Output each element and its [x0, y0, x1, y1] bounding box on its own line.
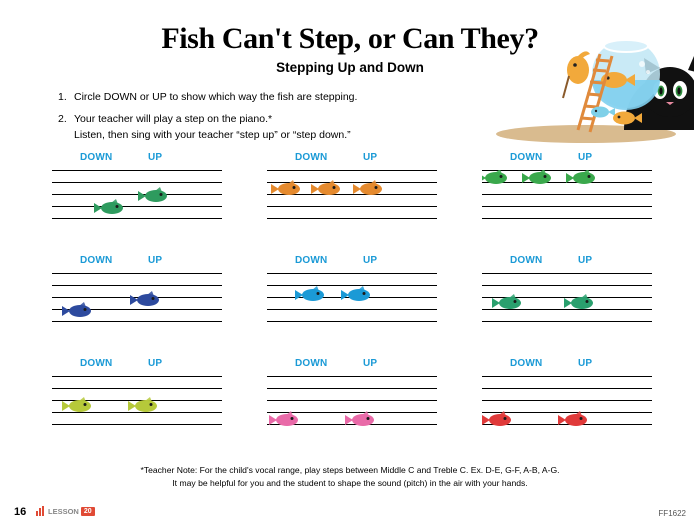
illustration-fishbowl-cat — [474, 18, 694, 143]
exercise-grid — [52, 152, 652, 452]
answer-options — [267, 152, 437, 168]
lesson-number: 20 — [81, 507, 95, 516]
fish-icon — [566, 170, 595, 184]
answer-options — [267, 255, 437, 271]
exercise-cell — [267, 152, 437, 234]
fish-layer — [267, 376, 437, 430]
page-title: Fish Can't Step, or Can They? — [161, 22, 539, 55]
fish-layer — [52, 273, 222, 327]
fish-layer — [52, 376, 222, 430]
fish-icon — [269, 411, 298, 426]
option-up[interactable]: UP — [578, 358, 593, 369]
page-footer — [0, 500, 700, 518]
teacher-note-line-2: It may be helpful for you and the student to shape the sound (pitch) in the air with your hands. — [172, 478, 528, 489]
fish-icon — [341, 286, 370, 301]
option-down[interactable]: DOWN — [510, 255, 543, 266]
option-down[interactable]: DOWN — [295, 358, 328, 369]
option-down[interactable]: DOWN — [80, 152, 113, 163]
option-down[interactable]: DOWN — [510, 152, 543, 163]
exercise-cell — [482, 358, 652, 440]
instruction-number: 1. — [58, 91, 67, 103]
answer-options — [52, 255, 222, 271]
instruction-main: Your teacher will play a step on the piano.* — [74, 113, 273, 126]
option-down[interactable]: DOWN — [295, 255, 328, 266]
exercise-cell — [482, 255, 652, 337]
fish-layer — [267, 170, 437, 224]
exercise-cell — [52, 358, 222, 440]
fish-icon — [128, 397, 157, 412]
fish-icon — [62, 302, 91, 317]
option-up[interactable]: UP — [363, 255, 378, 266]
product-code: FF1622 — [658, 509, 686, 518]
instruction-text — [74, 112, 478, 143]
teacher-note — [0, 464, 700, 490]
instructions-list — [58, 90, 478, 151]
fish-icon — [138, 187, 167, 202]
fish-icon — [564, 294, 593, 309]
option-down[interactable]: DOWN — [510, 358, 543, 369]
lesson-badge — [36, 505, 95, 517]
option-up[interactable]: UP — [148, 152, 163, 163]
instruction-text: Circle DOWN or UP to show which way the fish are stepping. — [74, 91, 358, 103]
instruction-number: 2. — [58, 113, 67, 126]
instruction-item — [58, 112, 478, 143]
answer-options — [52, 152, 222, 168]
exercise-cell — [267, 255, 437, 337]
exercise-cell — [52, 152, 222, 234]
fish-layer — [52, 170, 222, 224]
option-up[interactable]: UP — [148, 255, 163, 266]
fish-icon — [295, 286, 324, 301]
fish-icon — [522, 170, 551, 184]
fish-icon — [130, 291, 159, 306]
fish-icon — [353, 180, 382, 195]
page-number: 16 — [14, 506, 27, 518]
teacher-note-line-1: *Teacher Note: For the child's vocal range, play steps between Middle C and Treble C. Ex. D-E, G-F, A-B, A-G. — [140, 465, 560, 476]
option-up[interactable]: UP — [578, 255, 593, 266]
page-subtitle: Stepping Up and Down — [276, 60, 424, 75]
option-up[interactable]: UP — [148, 358, 163, 369]
fish-icon — [492, 294, 521, 309]
fish-icon — [482, 170, 507, 184]
answer-options — [267, 358, 437, 374]
fish-icon — [311, 180, 340, 195]
fish-icon — [482, 411, 511, 426]
exercise-cell — [52, 255, 222, 337]
instruction-sub: Listen, then sing with your teacher “step up” or “step down.” — [74, 129, 351, 142]
instruction-item — [58, 90, 478, 105]
exercise-cell — [482, 152, 652, 234]
option-up[interactable]: UP — [578, 152, 593, 163]
bars-icon — [36, 506, 45, 516]
option-down[interactable]: DOWN — [80, 358, 113, 369]
option-up[interactable]: UP — [363, 358, 378, 369]
fish-icon — [345, 411, 374, 426]
lesson-label: LESSON — [48, 506, 79, 516]
option-up[interactable]: UP — [363, 152, 378, 163]
answer-options — [52, 358, 222, 374]
option-down[interactable]: DOWN — [80, 255, 113, 266]
fish-layer — [267, 273, 437, 327]
answer-options — [482, 255, 652, 271]
answer-options — [482, 152, 652, 168]
fish-icon — [271, 180, 300, 195]
fish-icon — [94, 199, 123, 214]
fish-icon — [62, 397, 91, 412]
fish-layer — [482, 170, 652, 224]
option-down[interactable]: DOWN — [295, 152, 328, 163]
exercise-cell — [267, 358, 437, 440]
answer-options — [482, 358, 652, 374]
fish-layer — [482, 273, 652, 327]
fish-layer — [482, 376, 652, 430]
fish-icon — [558, 411, 587, 426]
